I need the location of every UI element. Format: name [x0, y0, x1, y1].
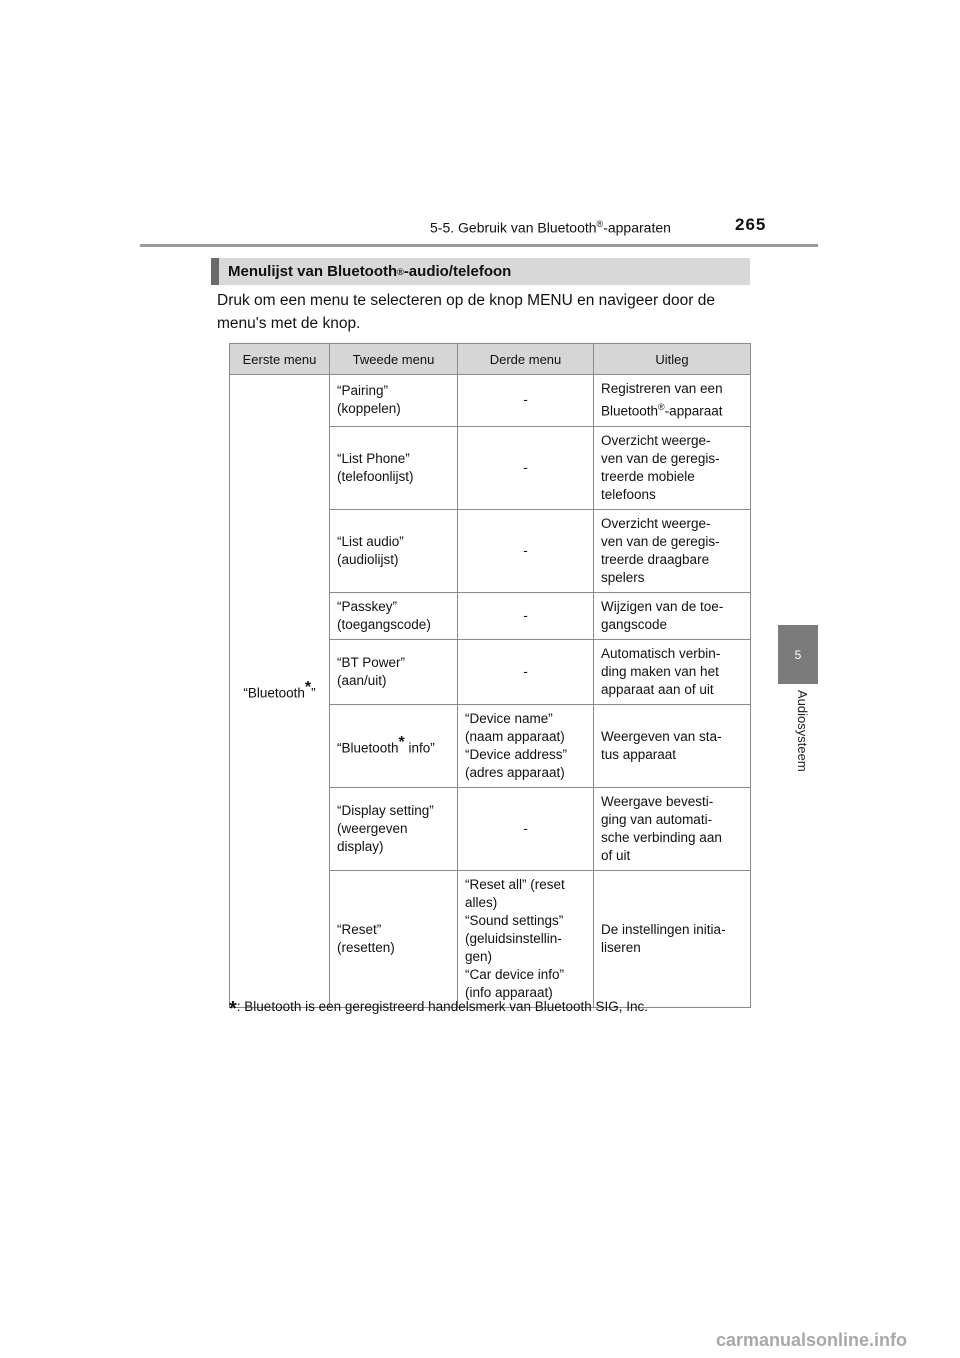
col-header-first-menu: Eerste menu — [230, 344, 330, 375]
page-number: 265 — [735, 215, 767, 234]
menu-table — [229, 343, 751, 1008]
third-menu-cell: “Reset all” (reset alles) “Sound settings” (geluidsinstellin- gen) “Car device info” (info apparaat) — [458, 870, 594, 1007]
header-section-title: 5-5. Gebruik van Bluetooth®-apparaten — [430, 219, 671, 236]
second-menu-cell: “Pairing” (koppelen) — [330, 375, 458, 427]
second-menu-cell: “Reset” (resetten) — [330, 870, 458, 1007]
col-header-third-menu: Derde menu — [458, 344, 594, 375]
explanation-cell: Registreren van een Bluetooth®-apparaat — [594, 375, 751, 427]
chapter-tab: 5 — [778, 625, 818, 684]
explanation-cell: Wijzigen van de toe- gangscode — [594, 592, 751, 639]
explanation-cell: Overzicht weerge- ven van de geregis- treerde mobiele telefoons — [594, 426, 751, 509]
explanation-cell: De instellingen initia- liseren — [594, 870, 751, 1007]
explanation-cell: Weergave bevesti- ging van automati- sche verbinding aan of uit — [594, 787, 751, 870]
second-menu-cell: “Passkey” (toegangscode) — [330, 592, 458, 639]
intro-paragraph: Druk om een menu te selecteren op de knop MENU en navigeer door de menu's met de knop. — [217, 292, 716, 332]
third-menu-cell: - — [458, 509, 594, 592]
col-header-explanation: Uitleg — [594, 344, 751, 375]
second-menu-cell: “Bluetooth* info” — [330, 704, 458, 787]
third-menu-cell: - — [458, 639, 594, 704]
explanation-cell: Weergeven van sta- tus apparaat — [594, 704, 751, 787]
watermark: carmanualsonline.info — [716, 1330, 908, 1350]
explanation-cell: Overzicht weerge- ven van de geregis- treerde draagbare spelers — [594, 509, 751, 592]
header-rule — [140, 244, 818, 247]
second-menu-cell: “List Phone” (telefoonlijst) — [330, 426, 458, 509]
table-row — [230, 375, 751, 427]
footnote-star: * — [229, 998, 237, 1020]
table-header-row — [230, 344, 751, 375]
second-menu-cell: “BT Power” (aan/uit) — [330, 639, 458, 704]
second-menu-cell: “List audio” (audiolijst) — [330, 509, 458, 592]
third-menu-cell: - — [458, 592, 594, 639]
third-menu-cell: “Device name” (naam apparaat) “Device address” (adres apparaat) — [458, 704, 594, 787]
section-heading: Menulijst van Bluetooth ® -audio/telefoon — [211, 258, 750, 285]
third-menu-cell: - — [458, 426, 594, 509]
third-menu-cell: - — [458, 375, 594, 427]
footnote: *: Bluetooth is een geregistreerd handelsmerk van Bluetooth SIG, Inc. — [229, 998, 649, 1020]
explanation-cell: Automatisch verbin- ding maken van het apparaat aan of uit — [594, 639, 751, 704]
third-menu-cell: - — [458, 787, 594, 870]
first-menu-cell: “Bluetooth*” — [230, 375, 330, 1008]
second-menu-cell: “Display setting” (weergeven display) — [330, 787, 458, 870]
col-header-second-menu: Tweede menu — [330, 344, 458, 375]
chapter-label: Audiosysteem — [795, 690, 810, 772]
